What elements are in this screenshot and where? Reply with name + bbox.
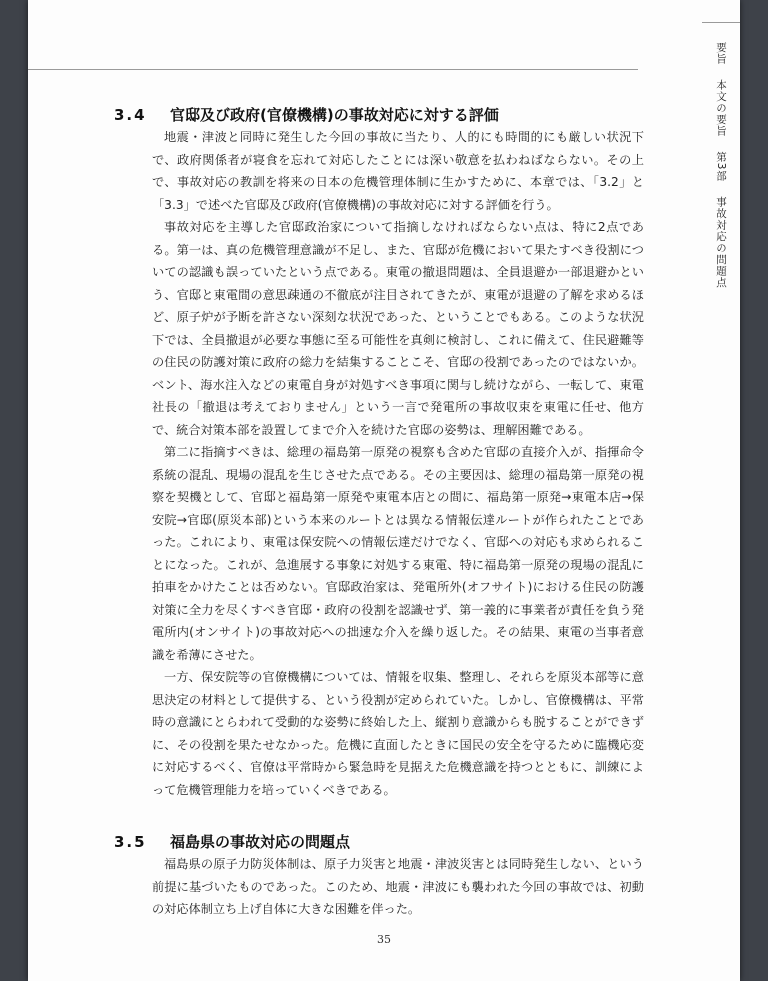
section-3-4 xyxy=(116,104,644,801)
section-number: 3.5 xyxy=(114,833,147,851)
section-heading xyxy=(116,831,644,853)
section-title: 官邸及び政府(官僚機構)の事故対応に対する評価 xyxy=(170,106,499,124)
paragraph: 一方、保安院等の官僚機構については、情報を収集、整理し、それらを原災本部等に意思決定の材料として提供する、という役割が定められていた。しかし、官僚機構は、平常時の意識にとらわれて受動的な姿勢に終始した上、縦割り意識からも脱することができずに、その役割を果たせなかった。危機に直面したときに国民の安全を守るために臨機応変に対応するべく、官僚は平常時から緊急時を見据えた危機意識を持つとともに、訓練によって危機管理能力を培っていくべきである。 xyxy=(152,670,644,797)
section-3-5 xyxy=(116,831,644,921)
paragraph: 第二に指摘すべきは、総理の福島第一原発の視察も含めた官邸の直接介入が、指揮命令系統の混乱、現場の混乱を生じさせた点である。その主要因は、総理の福島第一原発の視察を契機として、官邸と福島第一原発や東電本店との間に、福島第一原発→東電本店→保安院→官邸(原災本部)という本来のルートとは異なる情報伝達ルートが作られたことであった。これにより、東電は保安院への情報伝達だけでなく、官邸への対応も求められることになった。これが、急進展する事象に対処する東電、特に福島第一原発の現場の混乱に拍車をかけたことは否めない。官邸政治家は、発電所外(オフサイト)における住民の防護対策に全力を尽くすべき官邸・政府の役割を認識せず、第一義的に事業者が責任を負う発電所内(オンサイト)の事故対応への拙速な介入を繰り返した。その結果、東電の当事者意識を希薄にさせた。 xyxy=(152,445,644,662)
document-page xyxy=(28,0,740,981)
section-heading xyxy=(116,104,644,126)
main-content xyxy=(116,104,644,921)
side-rule xyxy=(702,22,740,23)
header-rule xyxy=(28,69,638,70)
running-side-header xyxy=(709,42,731,288)
section-title: 福島県の事故対応の問題点 xyxy=(170,833,351,851)
side-label-part1: 要旨 xyxy=(715,42,727,65)
paragraph: 地震・津波と同時に発生した今回の事故に当たり、人的にも時間的にも厳しい状況下で、政府関係者が寝食を忘れて対応したことには深い敬意を払わねばならない。その上で、事故対応の教訓を将来の日本の危機管理体制に生かすために、本章では、「3.2」と「3.3」で述べた官邸及び政府(官僚機構)の事故対応に対する評価を行う。 xyxy=(152,130,644,212)
paragraph: 事故対応を主導した官邸政治家について指摘しなければならない点は、特に2点である。第一は、真の危機管理意識が不足し、また、官邸が危機において果たすべき役割についての認識も誤っていたという点である。東電の撤退問題は、全員退避か一部退避かという、官邸と東電間の意思疎通の不徹底が注目されてきたが、東電が退避の了解を求めるほど、原子炉が予断を許さない深刻な状況であった、ということでもある。このような状況下では、全員撤退が必要な事態に至る可能性を真剣に検討し、これに備えて、住民避難等の住民の防護対策に政府の総力を結集することこそ、官邸の役割であったのではないか。ベント、海水注入などの東電自身が対処すべき事項に関与し続けながら、一転して、東電社長の「撤退は考えておりません」という一言で発電所の事故収束を東電に任せ、他方で、統合対策本部を設置してまで介入を続けた官邸の姿勢は、理解困難である。 xyxy=(152,220,644,437)
page-number: 35 xyxy=(377,933,391,946)
paragraph: 福島県の原子力防災体制は、原子力災害と地震・津波災害とは同時発生しない、という前提に基づいたものであった。このため、地震・津波にも襲われた今回の事故では、初動の対応体制立ち上げ自体に大きな困難を伴った。 xyxy=(152,857,644,916)
section-number: 3.4 xyxy=(114,106,147,124)
side-label-part2: 本文の要旨 xyxy=(715,79,727,137)
side-label-part4: 事故対応の問題点 xyxy=(715,196,727,289)
side-label-part3: 第3部 xyxy=(715,151,727,182)
